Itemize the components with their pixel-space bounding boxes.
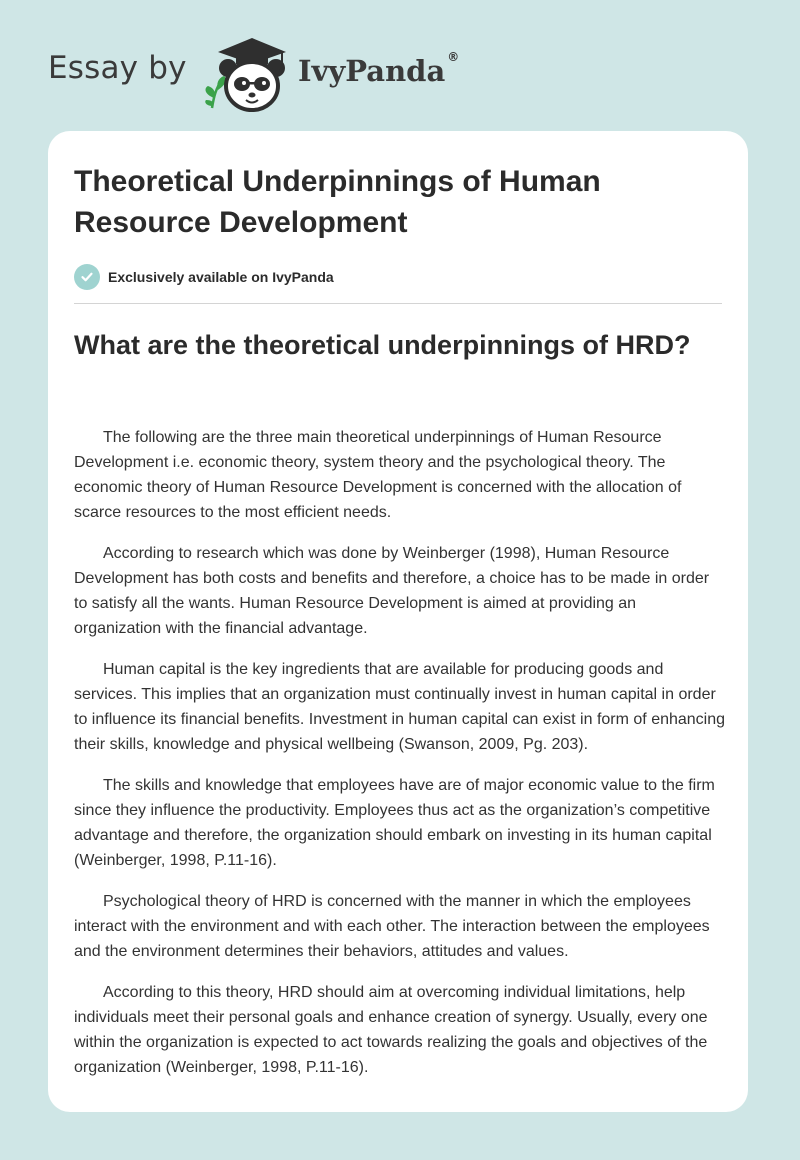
paragraph: The skills and knowledge that employees have are of major economic value to the firm since they influence the productivity. Employees thus act as the organization’s competitive advantage and therefore, the organization should embark on investing in its human capital (Weinberger, 1998, P.11-16). [74,777,715,869]
paragraph: According to this theory, HRD should aim at overcoming individual limitations, help individuals meet their personal goals and enhance creation of synergy. Usually, every one within the organization is expected to act towards realizing the goals and objectives of the organization (Weinberger, 1998, P.11-16). [74,984,708,1076]
panda-graduate-icon [202,34,298,118]
paragraph: Human capital is the key ingredients that are available for producing goods and services. This implies that an organization must continually invest in human capital in order to influence its financial benefits. Investment in human capital can exist in form of enhancing their skills, knowledge and physical wellbeing (Swanson, 2009, Pg. 203). [74,661,726,753]
divider [74,303,722,304]
article-card [48,131,748,1112]
paragraph: The following are the three main theoretical underpinnings of Human Resource Development i.e. economic theory, system theory and the psychological theory. The economic theory of Human Resource Development is concerned with the allocation of scarce resources to the most efficient needs. [74,429,682,521]
site-header [48,28,508,118]
paragraph: According to research which was done by Weinberger (1998), Human Resource Development has both costs and benefits and therefore, a choice has to be made in order to satisfy all the wants. Human Resource Development is aimed at providing an organization with the financial advantage. [74,545,710,637]
page-title: Theoretical Underpinnings of Human Resource Development [74,165,601,239]
exclusive-label: Exclusively available on IvyPanda [108,269,334,285]
check-icon [74,264,100,290]
paragraph: Psychological theory of HRD is concerned with the manner in which the employees interact with the environment and with each other. The interaction between the employees and the environment determines their behaviors, attitudes and values. [74,893,710,960]
article-body [74,425,726,1096]
section-heading: What are the theoretical underpinnings of HRD? [74,330,691,360]
registered-mark: ® [447,50,460,64]
exclusive-badge [74,264,334,290]
essay-by-label: Essay by [48,50,187,86]
brand-name: IvyPanda ® [298,50,460,88]
